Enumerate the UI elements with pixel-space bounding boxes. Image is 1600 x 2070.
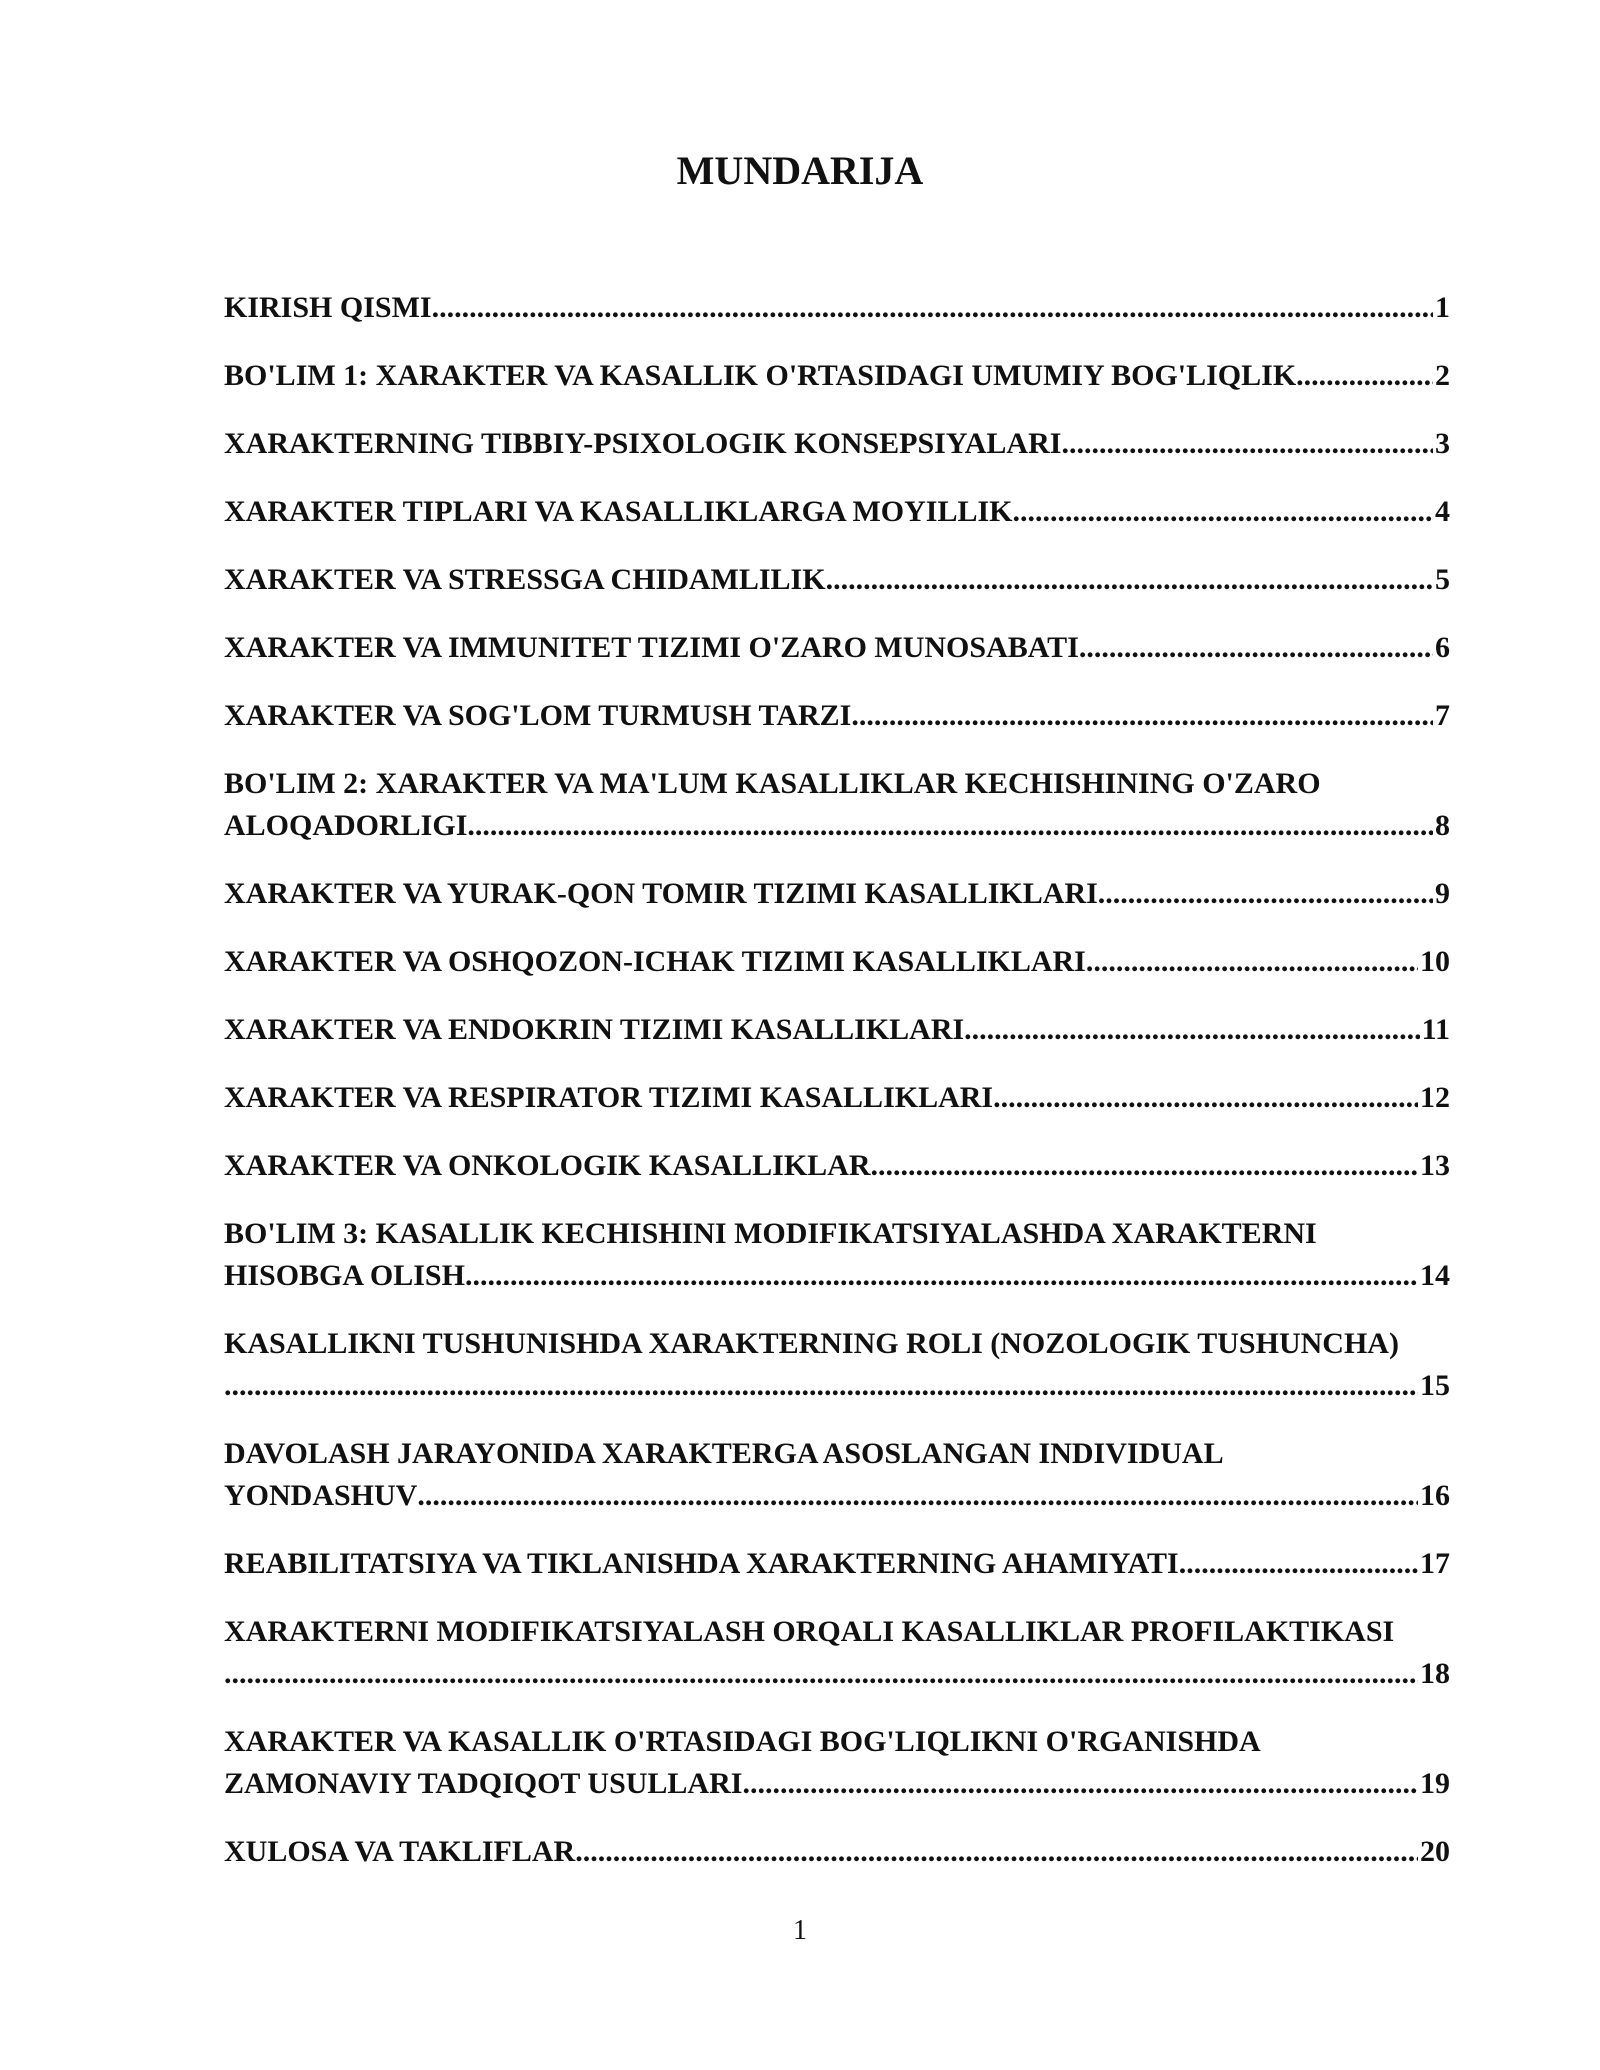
toc-page-number: 9 xyxy=(1435,877,1450,910)
toc-entry[interactable] xyxy=(224,1543,1450,1585)
toc-entry-line xyxy=(224,1831,1450,1873)
toc-leader-dots xyxy=(1013,491,1433,533)
toc-page-number: 2 xyxy=(1435,359,1450,392)
toc-page-number: 18 xyxy=(1420,1657,1450,1690)
toc-entry-title: XARAKTER VA OSHQOZON-ICHAK TIZIMI KASALLIKLARI xyxy=(224,945,1086,978)
toc-entry[interactable] xyxy=(224,1323,1450,1407)
toc-page-number: 12 xyxy=(1420,1081,1450,1114)
toc-entry-line xyxy=(224,1255,1450,1297)
toc-leader-dots xyxy=(826,559,1433,601)
toc-entry[interactable] xyxy=(224,1433,1450,1517)
toc-entry-title-line: XARAKTER VA KASALLIK O'RTASIDAGI BOG'LIQLIKNI O'RGANISHDA xyxy=(224,1725,1261,1758)
toc-leader-dots xyxy=(1296,355,1433,397)
toc-entry[interactable] xyxy=(224,1009,1450,1051)
toc-entry-line xyxy=(224,695,1450,737)
toc-entry[interactable] xyxy=(224,873,1450,915)
toc-entry-line xyxy=(224,1653,1450,1695)
toc-page-number: 17 xyxy=(1420,1547,1450,1580)
toc-entry-title: XARAKTER VA STRESSGA CHIDAMLILIK xyxy=(224,563,826,596)
toc-entry[interactable] xyxy=(224,287,1450,329)
page-number: 1 xyxy=(793,1915,807,1946)
toc-page-number: 19 xyxy=(1420,1767,1450,1800)
toc-entry[interactable] xyxy=(224,1831,1450,1873)
toc-entry-title: BO'LIM 1: XARAKTER VA KASALLIK O'RTASIDAGI UMUMIY BOG'LIQLIK xyxy=(224,359,1297,392)
toc-leader-dots xyxy=(871,1145,1418,1187)
toc-leader-dots xyxy=(224,1365,1418,1407)
toc-entry-title: HISOBGA OLISH xyxy=(224,1259,465,1292)
toc-entry-line xyxy=(224,873,1450,915)
toc-entry[interactable] xyxy=(224,559,1450,601)
toc-entry-line xyxy=(224,355,1450,397)
table-of-contents xyxy=(224,287,1450,1899)
toc-leader-dots xyxy=(1061,423,1433,465)
toc-entry[interactable] xyxy=(224,423,1450,465)
toc-entry-line xyxy=(224,423,1450,465)
toc-entry[interactable] xyxy=(224,491,1450,533)
toc-entry-title: XARAKTER VA IMMUNITET TIZIMI O'ZARO MUNOSABATI xyxy=(224,631,1079,664)
toc-page-number: 16 xyxy=(1420,1479,1450,1512)
toc-entry-title: XARAKTER VA YURAK-QON TOMIR TIZIMI KASALLIKLARI xyxy=(224,877,1098,910)
toc-entry-line xyxy=(224,1543,1450,1585)
toc-entry-title: XARAKTER VA ONKOLOGIK KASALLIKLAR xyxy=(224,1149,871,1182)
toc-entry-title: XARAKTER TIPLARI VA KASALLIKLARGA MOYILLIK xyxy=(224,495,1013,528)
toc-entry[interactable] xyxy=(224,695,1450,737)
toc-entry-line xyxy=(224,941,1450,983)
toc-entry-title-line: KASALLIKNI TUSHUNISHDA XARAKTERNING ROLI (NOZOLOGIK TUSHUNCHA) xyxy=(224,1327,1399,1360)
toc-entry-title: YONDASHUV xyxy=(224,1479,418,1512)
toc-leader-dots xyxy=(964,1009,1419,1051)
toc-leader-dots xyxy=(993,1077,1418,1119)
toc-page-number: 4 xyxy=(1435,495,1450,528)
toc-leader-dots xyxy=(742,1763,1418,1805)
toc-entry[interactable] xyxy=(224,355,1450,397)
toc-page-number: 20 xyxy=(1420,1835,1450,1868)
toc-leader-dots xyxy=(465,1255,1418,1297)
toc-entry-title: ALOQADORLIGI xyxy=(224,809,468,842)
toc-page-number: 3 xyxy=(1435,427,1450,460)
toc-entry-line xyxy=(224,1009,1450,1051)
toc-leader-dots xyxy=(1079,627,1433,669)
toc-entry-title: KIRISH QISMI xyxy=(224,291,432,324)
toc-page-number: 10 xyxy=(1420,945,1450,978)
toc-entry[interactable] xyxy=(224,1611,1450,1695)
toc-leader-dots xyxy=(467,805,1433,847)
toc-entry-title: XARAKTER VA ENDOKRIN TIZIMI KASALLIKLARI xyxy=(224,1013,965,1046)
toc-entry-title: XULOSA VA TAKLIFLAR xyxy=(224,1835,576,1868)
toc-entry-line xyxy=(224,491,1450,533)
toc-entry-title: XARAKTER VA RESPIRATOR TIZIMI KASALLIKLARI xyxy=(224,1081,994,1114)
toc-page-number: 14 xyxy=(1420,1259,1450,1292)
toc-page-number: 6 xyxy=(1435,631,1450,664)
toc-entry-title-line: BO'LIM 2: XARAKTER VA MA'LUM KASALLIKLAR KECHISHINING O'ZARO xyxy=(224,767,1321,800)
toc-entry[interactable] xyxy=(224,1213,1450,1297)
toc-entry-line xyxy=(224,1145,1450,1187)
toc-entry-title: ZAMONAVIY TADQIQOT USULLARI xyxy=(224,1767,743,1800)
toc-leader-dots xyxy=(432,287,1433,329)
toc-page-number: 5 xyxy=(1435,563,1450,596)
toc-page-number: 8 xyxy=(1435,809,1450,842)
toc-page-number: 15 xyxy=(1420,1369,1450,1402)
page-title: MUNDARIJA xyxy=(676,148,924,193)
toc-entry[interactable] xyxy=(224,1721,1450,1805)
toc-page-number: 1 xyxy=(1435,291,1450,324)
toc-entry[interactable] xyxy=(224,1145,1450,1187)
toc-entry-title-line: BO'LIM 3: KASALLIK KECHISHINI MODIFIKATSIYALASHDA XARAKTERNI xyxy=(224,1217,1317,1250)
toc-entry[interactable] xyxy=(224,627,1450,669)
toc-page-number: 13 xyxy=(1420,1149,1450,1182)
toc-entry-title: REABILITATSIYA VA TIKLANISHDA XARAKTERNING AHAMIYATI xyxy=(224,1547,1179,1580)
toc-page-number: 7 xyxy=(1435,699,1450,732)
toc-entry-title-line: DAVOLASH JARAYONIDA XARAKTERGA ASOSLANGAN INDIVIDUAL xyxy=(224,1437,1224,1470)
toc-entry-line xyxy=(224,805,1450,847)
toc-leader-dots xyxy=(575,1831,1418,1873)
toc-entry-line xyxy=(224,1365,1450,1407)
toc-leader-dots xyxy=(1179,1543,1418,1585)
toc-entry-line xyxy=(224,1763,1450,1805)
toc-page-number: 11 xyxy=(1421,1013,1450,1046)
toc-entry[interactable] xyxy=(224,1077,1450,1119)
toc-leader-dots xyxy=(417,1475,1418,1517)
toc-entry-line xyxy=(224,1475,1450,1517)
toc-entry[interactable] xyxy=(224,763,1450,847)
toc-entry-line xyxy=(224,1077,1450,1119)
toc-entry-title: XARAKTERNING TIBBIY-PSIXOLOGIK KONSEPSIYALARI xyxy=(224,427,1062,460)
toc-entry[interactable] xyxy=(224,941,1450,983)
toc-leader-dots xyxy=(1086,941,1418,983)
toc-leader-dots xyxy=(224,1653,1418,1695)
toc-leader-dots xyxy=(851,695,1433,737)
toc-entry-line xyxy=(224,287,1450,329)
toc-entry-title-line: XARAKTERNI MODIFIKATSIYALASH ORQALI KASALLIKLAR PROFILAKTIKASI xyxy=(224,1615,1395,1648)
toc-leader-dots xyxy=(1098,873,1433,915)
toc-entry-title: XARAKTER VA SOG'LOM TURMUSH TARZI xyxy=(224,699,852,732)
toc-entry-line xyxy=(224,627,1450,669)
toc-entry-line xyxy=(224,559,1450,601)
